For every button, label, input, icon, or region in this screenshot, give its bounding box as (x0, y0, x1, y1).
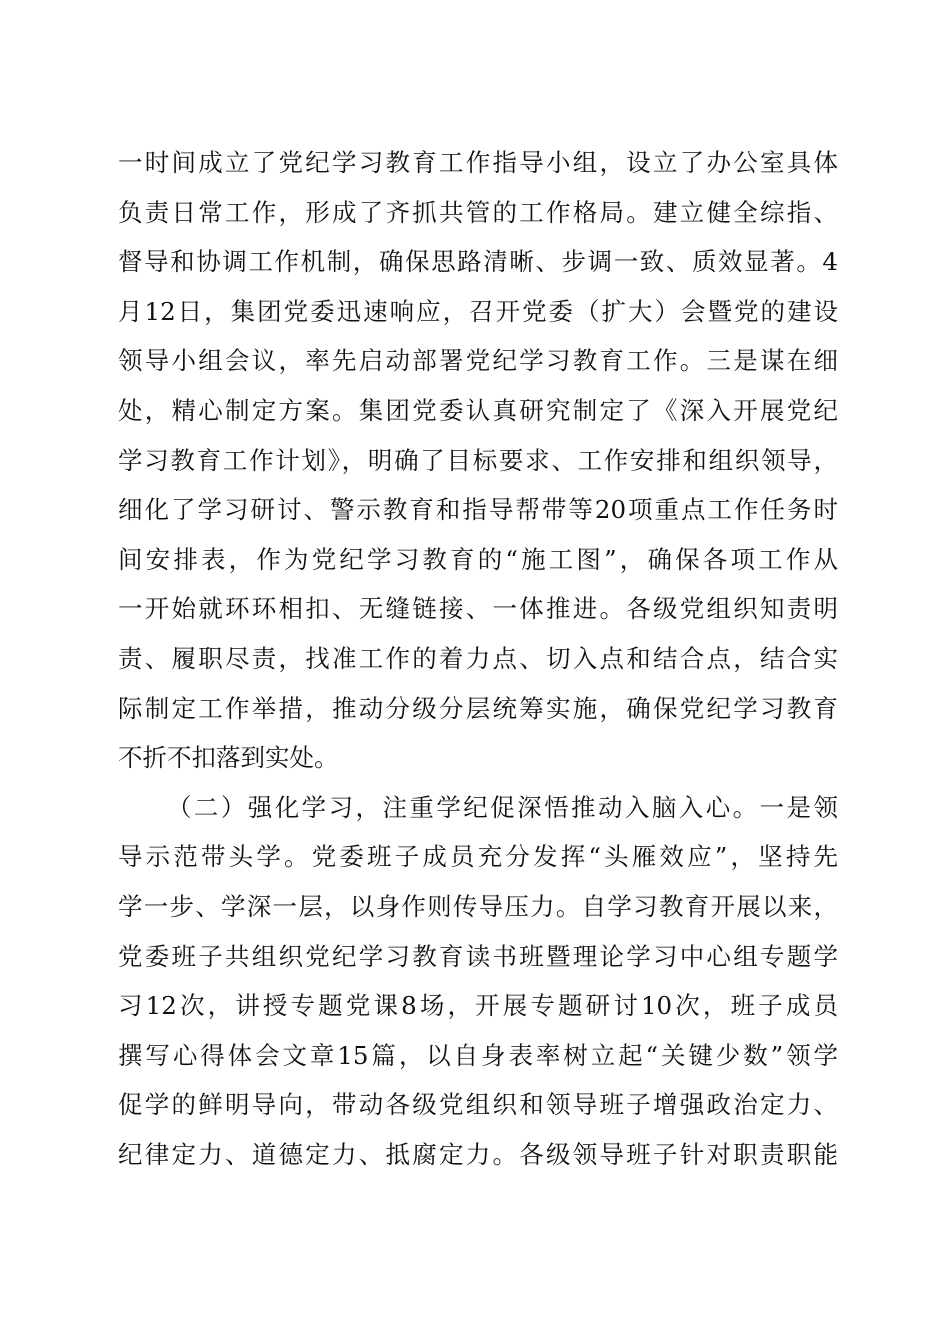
text-line: 间安排表，作为党纪学习教育的“施工图”，确保各项工作从 (118, 544, 838, 574)
text-line: 月12日，集团党委迅速响应，召开党委（扩大）会暨党的建设 (118, 296, 838, 326)
text-line: 习12次，讲授专题党课8场，开展专题研讨10次，班子成员 (118, 991, 838, 1021)
text-line: 学一步、学深一层，以身作则传导压力。自学习教育开展以来， (118, 891, 838, 921)
text-line: 一时间成立了党纪学习教育工作指导小组，设立了办公室具体 (118, 148, 838, 177)
text-line: 处，精心制定方案。集团党委认真研究制定了《深入开展党纪 (118, 395, 838, 425)
text-line: 一开始就环环相扣、无缝链接、一体推进。各级党组织知责明 (118, 594, 838, 624)
text-line: 促学的鲜明导向，带动各级党组织和领导班子增强政治定力、 (118, 1090, 838, 1120)
text-line: 导示范带头学。党委班子成员充分发挥“头雁效应”，坚持先 (118, 842, 838, 872)
text-line: 责、履职尽责，找准工作的着力点、切入点和结合点，结合实 (118, 643, 838, 673)
body-text (118, 138, 838, 1179)
text-line: 负责日常工作，形成了齐抓共管的工作格局。建立健全综指、 (118, 197, 838, 227)
text-line: 督导和协调工作机制，确保思路清晰、步调一致、质效显著。4 (118, 247, 838, 277)
text-line: 党委班子共组织党纪学习教育读书班暨理论学习中心组专题学 (118, 941, 838, 971)
paragraph-end-line: 不折不扣落到实处。 (118, 743, 339, 773)
text-line: 领导小组会议，率先启动部署党纪学习教育工作。三是谋在细 (118, 346, 838, 376)
text-line: 纪律定力、道德定力、抵腐定力。各级领导班子针对职责职能 (118, 1139, 838, 1169)
section-heading-line: （二）强化学习，注重学纪促深悟推动入脑入心。一是领 (167, 792, 838, 822)
text-line: 撰写心得体会文章15篇，以自身表率树立起“关键少数”领学 (118, 1040, 838, 1070)
text-line: 际制定工作举措，推动分级分层统筹实施，确保党纪学习教育 (118, 693, 838, 723)
text-line: 细化了学习研讨、警示教育和指导帮带等20项重点工作任务时 (118, 495, 838, 525)
text-line: 学习教育工作计划》，明确了目标要求、工作安排和组织领导， (118, 445, 838, 475)
